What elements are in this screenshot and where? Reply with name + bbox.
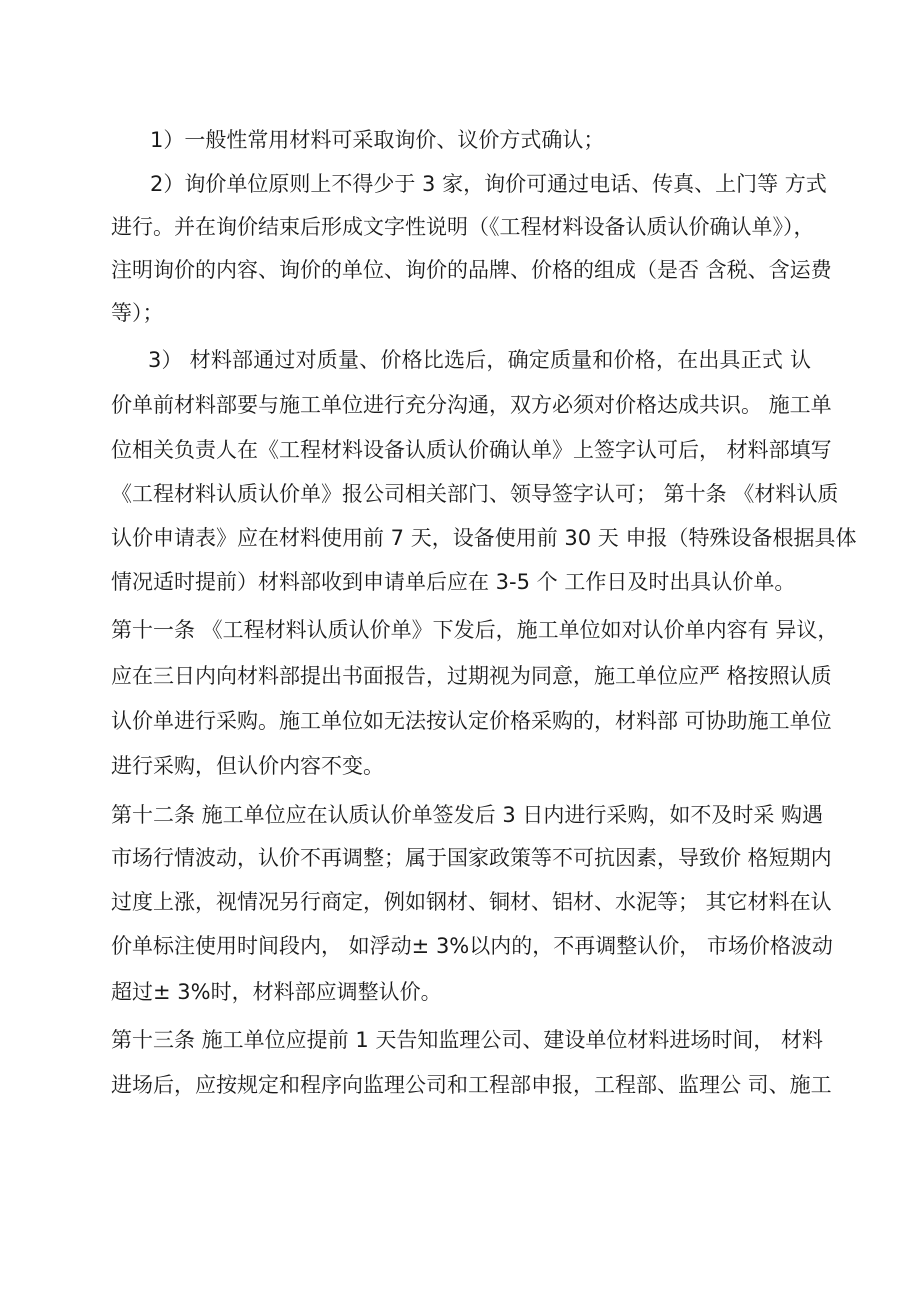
paragraph-4-line-4: 进行采购，但认价内容不变。 [111, 754, 384, 778]
paragraph-3-line-1: 3） 材料部通过对质量、价格比选后，确定质量和价格，在出具正式 认 [148, 348, 811, 372]
paragraph-2-line-1: 2）询价单位原则上不得少于 3 家，询价可通过电话、传真、上门等 方式 [150, 172, 827, 196]
paragraph-5-line-1: 第十二条 施工单位应在认质认价单签发后 3 日内进行采购，如不及时采 购遇 [111, 803, 824, 827]
paragraph-5-line-2: 市场行情波动，认价不再调整；属于国家政策等不可抗因素，导致价 格短期内 [111, 846, 832, 870]
paragraph-3-line-5: 认价申请表》应在材料使用前 7 天，设备使用前 30 天 申报（特殊设备根据具体 [111, 526, 857, 550]
paragraph-2-line-3: 注明询价的内容、询价的单位、询价的品牌、价格的组成（是否 含税、含运费 [111, 258, 832, 282]
paragraph-4-line-1: 第十一条 《工程材料认质认价单》下发后，施工单位如对认价单内容有 异议， [111, 618, 839, 642]
paragraph-4-line-3: 认价单进行采购。施工单位如无法按认定价格采购的，材料部 可协助施工单位 [111, 709, 832, 733]
paragraph-1-line-1: 1）一般性常用材料可采取询价、议价方式确认； [150, 128, 605, 152]
paragraph-3-line-4: 《工程材料认质认价单》报公司相关部门、领导签字认可； 第十条 《材料认质 [111, 482, 839, 506]
paragraph-2-line-2: 进行。并在询价结束后形成文字性说明（《工程材料设备认质认价确认单》）， [111, 215, 815, 239]
paragraph-6-line-2: 进场后，应按规定和程序向监理公司和工程部申报，工程部、监理公 司、施工 [111, 1073, 832, 1097]
paragraph-5-line-3: 过度上涨，视情况另行商定，例如钢材、铜材、铝材、水泥等； 其它材料在认 [111, 890, 832, 914]
paragraph-4-line-2: 应在三日内向材料部提出书面报告，过期视为同意，施工单位应严 格按照认质 [111, 664, 832, 688]
paragraph-2-line-4: 等）； [111, 301, 164, 325]
paragraph-3-line-3: 位相关负责人在《工程材料设备认质认价确认单》上签字认可后， 材料部填写 [111, 438, 832, 462]
paragraph-5-line-5: 超过± 3%时，材料部应调整认价。 [111, 980, 442, 1004]
paragraph-3-line-2: 价单前材料部要与施工单位进行充分沟通，双方必须对价格达成共识。 施工单 [111, 393, 832, 417]
paragraph-3-line-6: 情况适时提前）材料部收到申请单后应在 3-5 个 工作日及时出具认价单。 [111, 570, 796, 594]
paragraph-6-line-1: 第十三条 施工单位应提前 1 天告知监理公司、建设单位材料进场时间， 材料 [111, 1028, 824, 1052]
paragraph-5-line-4: 价单标注使用时间段内， 如浮动± 3%以内的，不再调整认价， 市场价格波动 [111, 934, 833, 958]
